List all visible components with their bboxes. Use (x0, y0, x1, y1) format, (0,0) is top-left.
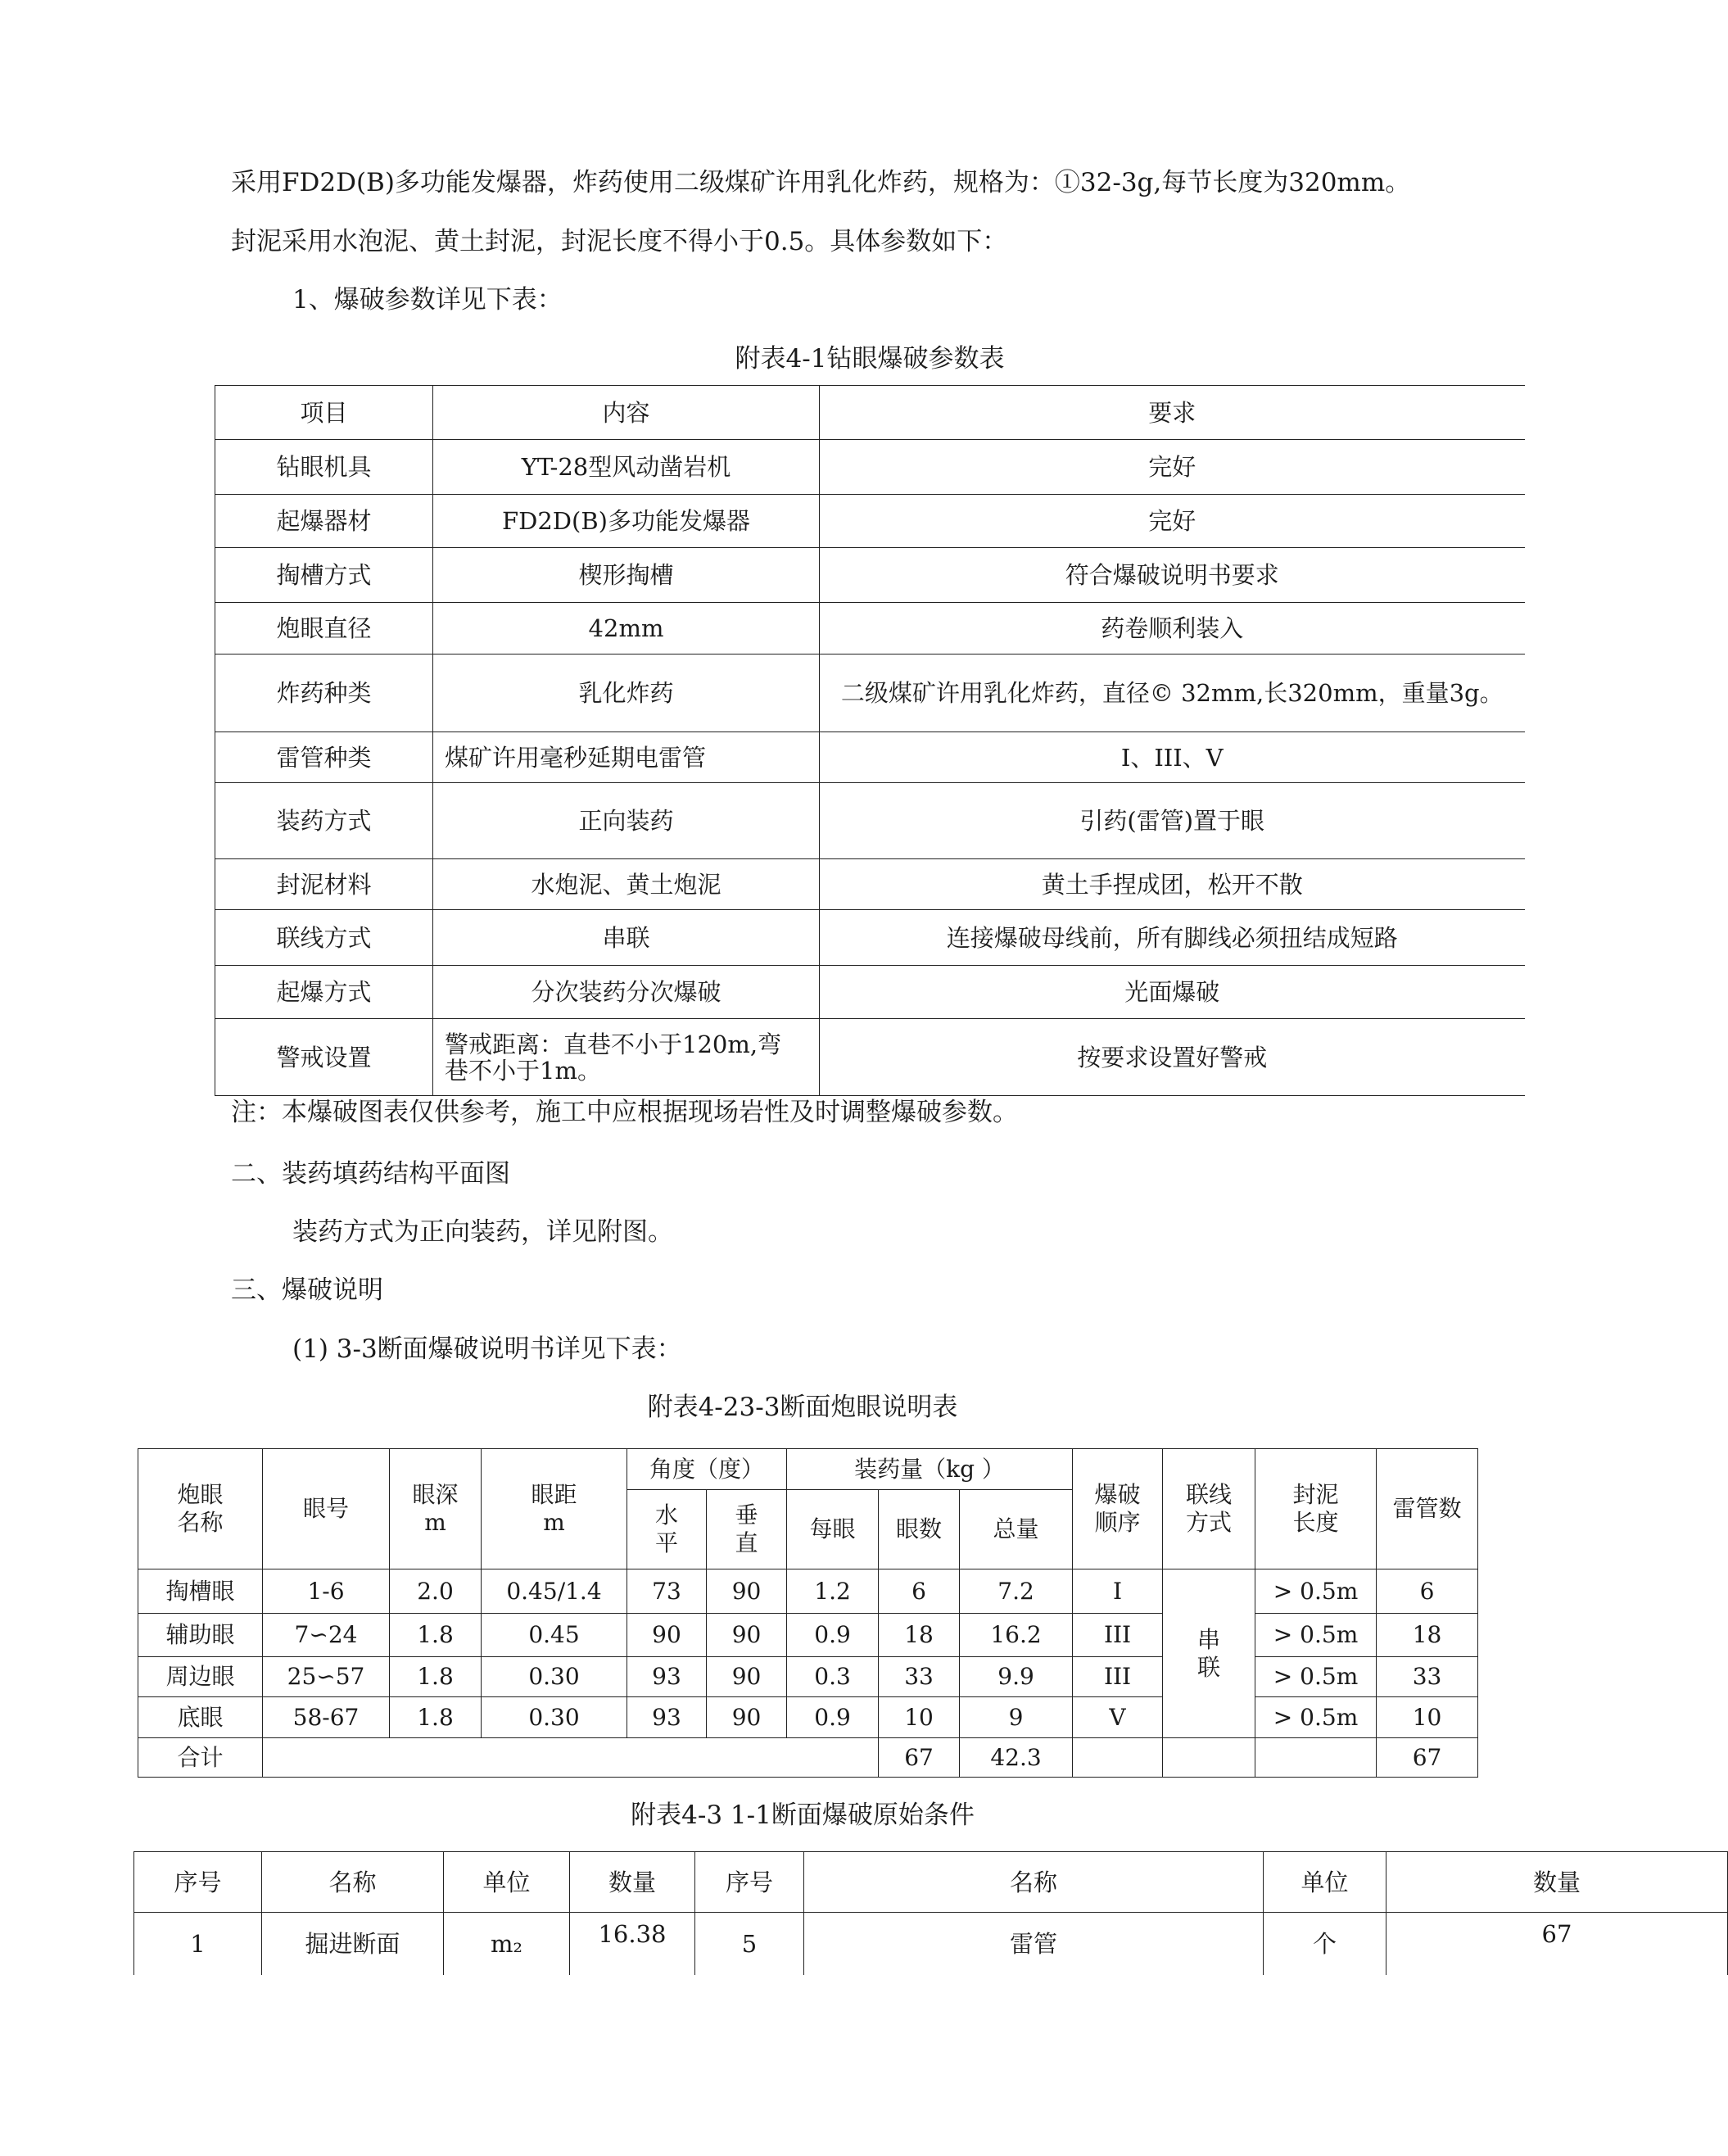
table-cell: 0.9 (787, 1697, 879, 1738)
warning-distance-line-1: 警戒距离：直巷不小于120m,弯 (445, 1030, 782, 1058)
table-cell: 1.8 (390, 1657, 482, 1697)
table-cell (1163, 1738, 1255, 1778)
section-2-heading: 二、装药填药结构平面图 (231, 1159, 510, 1189)
header-cell: 眼数 (879, 1490, 960, 1569)
header-cell: 序号 (695, 1852, 804, 1913)
table-cell: YT-28型风动凿岩机 (433, 440, 820, 495)
table-cell: 炮眼直径 (215, 603, 433, 654)
header-cell (482, 1449, 627, 1569)
table-cell: V (1073, 1697, 1163, 1738)
table-cell: 33 (1377, 1657, 1478, 1697)
header-cell: 总量 (960, 1490, 1073, 1569)
table-row (215, 859, 1525, 910)
table-row (215, 548, 1525, 603)
table-row (215, 654, 1525, 732)
header-cell (707, 1490, 787, 1569)
header-cell: 数量 (570, 1852, 695, 1913)
table-cell: 联线方式 (215, 910, 433, 966)
table-cell: > 0.5m (1255, 1614, 1377, 1657)
table-cell: 黄土手捏成团，松开不散 (820, 859, 1525, 910)
table-cell (263, 1738, 879, 1778)
table-cell: 掘进断面 (262, 1913, 444, 1975)
section-2-text: 装药方式为正向装药，详见附图。 (292, 1217, 673, 1247)
table-cell: 93 (627, 1657, 707, 1697)
table-cell: 底眼 (138, 1697, 263, 1738)
table-cell: 掏槽方式 (215, 548, 433, 603)
table-cell: 水炮泥、黄土炮泥 (433, 859, 820, 910)
table-cell: 90 (707, 1697, 787, 1738)
table-cell: 按要求设置好警戒 (820, 1019, 1525, 1096)
table-cell: 90 (707, 1569, 787, 1614)
table-cell: 25∽57 (263, 1657, 390, 1697)
intro-line-2: 封泥采用水泡泥、黄土封泥，封泥长度不得小于0.5。具体参数如下： (231, 227, 1008, 256)
table-cell: 10 (879, 1697, 960, 1738)
table1-caption: 附表4-1钻眼爆破参数表 (735, 344, 1005, 374)
table-cell: 雷管种类 (215, 732, 433, 783)
table-note: 注：本爆破图表仅供参考，施工中应根据现场岩性及时调整爆破参数。 (231, 1098, 1018, 1127)
header-cell: 雷管数 (1377, 1449, 1478, 1569)
table-cell: 90 (707, 1657, 787, 1697)
table-cell: 58-67 (263, 1697, 390, 1738)
table-cell: 周边眼 (138, 1657, 263, 1697)
table-header-row (138, 1449, 1478, 1490)
table-row (215, 1019, 1525, 1096)
table-cell: III (1073, 1614, 1163, 1657)
blast-hole-table (138, 1448, 1478, 1778)
header-cell: 单位 (444, 1852, 570, 1913)
table-header-row (215, 386, 1525, 440)
table-cell: 正向装药 (433, 783, 820, 859)
intro-line-1: 采用FD2D(B)多功能发爆器，炸药使用二级煤矿许用乳化炸药，规格为：①32-3g,每节长度为320mm。 (231, 168, 1411, 197)
table-row (215, 910, 1525, 966)
table-cell: 73 (627, 1569, 707, 1614)
table-cell: 16.38 (570, 1913, 695, 1975)
table-cell: 0.45 (482, 1614, 627, 1657)
table-cell: 引药(雷管)置于眼 (820, 783, 1525, 859)
table-cell: 1.8 (390, 1614, 482, 1657)
table-cell: 67 (879, 1738, 960, 1778)
table-cell: 连接爆破母线前，所有脚线必须扭结成短路 (820, 910, 1525, 966)
table-cell: 42.3 (960, 1738, 1073, 1778)
header-text: 炮眼 (177, 1481, 224, 1508)
table-row (138, 1614, 1478, 1657)
table-cell (1255, 1738, 1377, 1778)
table-row (138, 1569, 1478, 1614)
header-cell: 单位 (1264, 1852, 1386, 1913)
table-cell: 67 (1377, 1738, 1478, 1778)
table-cell: > 0.5m (1255, 1657, 1377, 1697)
table-cell: 0.3 (787, 1657, 879, 1697)
table-row (215, 495, 1525, 548)
table-cell (433, 1019, 820, 1096)
table-row (215, 966, 1525, 1019)
section-3-heading: 三、爆破说明 (231, 1275, 383, 1305)
table-cell: 2.0 (390, 1569, 482, 1614)
table-cell: 90 (627, 1614, 707, 1657)
table-cell: 9.9 (960, 1657, 1073, 1697)
table-cell: I (1073, 1569, 1163, 1614)
header-cell: 名称 (804, 1852, 1264, 1913)
table-cell: 7.2 (960, 1569, 1073, 1614)
table-row (215, 440, 1525, 495)
header-cell (1255, 1449, 1377, 1569)
table-cell: 合计 (138, 1738, 263, 1778)
table-cell: 1 (134, 1913, 262, 1975)
table-row (215, 603, 1525, 654)
table-cell: 1.8 (390, 1697, 482, 1738)
header-text: 眼距 (531, 1481, 577, 1508)
table-cell: 个 (1264, 1913, 1386, 1975)
table2-caption: 附表4-23-3断面炮眼说明表 (647, 1393, 958, 1422)
table-cell: 18 (879, 1614, 960, 1657)
header-cell: 装药量（kg ） (787, 1449, 1073, 1490)
table-cell: 串联 (433, 910, 820, 966)
header-cell: 每眼 (787, 1490, 879, 1569)
table-cell: 6 (1377, 1569, 1478, 1614)
header-text: m (424, 1509, 446, 1536)
table-cell: III (1073, 1657, 1163, 1697)
table-cell: 6 (879, 1569, 960, 1614)
table-cell: 封泥材料 (215, 859, 433, 910)
table-cell: 33 (879, 1657, 960, 1697)
header-cell: 数量 (1386, 1852, 1728, 1913)
header-cell (138, 1449, 263, 1569)
table-cell: 乳化炸药 (433, 654, 820, 732)
header-cell: 眼号 (263, 1449, 390, 1569)
table-cell: 5 (695, 1913, 804, 1975)
header-cell: 要求 (820, 386, 1525, 440)
table-cell: 完好 (820, 440, 1525, 495)
header-text: 封泥 (1292, 1481, 1339, 1508)
table-cell: 42mm (433, 603, 820, 654)
table-cell: 7∽24 (263, 1614, 390, 1657)
header-text: 平 (654, 1529, 678, 1556)
table-cell: 符合爆破说明书要求 (820, 548, 1525, 603)
table-cell: 90 (707, 1614, 787, 1657)
table-cell: 16.2 (960, 1614, 1073, 1657)
table-cell (1163, 1569, 1255, 1738)
table-cell: 光面爆破 (820, 966, 1525, 1019)
table-cell (1073, 1738, 1163, 1778)
table-row (134, 1913, 1728, 1975)
header-text: 爆破 (1094, 1481, 1141, 1508)
connection-text: 联 (1197, 1653, 1221, 1681)
header-cell: 内容 (433, 386, 820, 440)
table-cell: 1.2 (787, 1569, 879, 1614)
table-cell: 装药方式 (215, 783, 433, 859)
header-text: 直 (735, 1529, 758, 1556)
section-3-text: (1) 3-3断面爆破说明书详见下表： (292, 1334, 682, 1364)
table3-caption: 附表4-3 1-1断面爆破原始条件 (631, 1800, 975, 1830)
table-total-row (138, 1738, 1478, 1778)
table-cell: 1-6 (263, 1569, 390, 1614)
header-text: 长度 (1292, 1509, 1339, 1536)
table-cell: 药卷顺利装入 (820, 603, 1525, 654)
header-text: 联线 (1186, 1481, 1233, 1508)
table-cell: 楔形掏槽 (433, 548, 820, 603)
table-cell: 0.45/1.4 (482, 1569, 627, 1614)
table-cell: 二级煤矿许用乳化炸药，直径© 32mm,长320mm，重量3g。 (820, 654, 1525, 732)
table-cell: m₂ (444, 1913, 570, 1975)
header-text: 顺序 (1094, 1509, 1141, 1536)
table-cell: 分次装药分次爆破 (433, 966, 820, 1019)
header-text: 眼深 (412, 1481, 459, 1508)
table-cell: 93 (627, 1697, 707, 1738)
table-cell: > 0.5m (1255, 1697, 1377, 1738)
table-cell: 炸药种类 (215, 654, 433, 732)
header-text: 垂 (735, 1502, 758, 1529)
header-cell (627, 1490, 707, 1569)
table-cell: 0.9 (787, 1614, 879, 1657)
table-cell: 67 (1386, 1913, 1728, 1975)
table-cell: 0.30 (482, 1657, 627, 1697)
table-cell: 警戒设置 (215, 1019, 433, 1096)
table-row (215, 783, 1525, 859)
table-row (138, 1657, 1478, 1697)
table-cell: 掏槽眼 (138, 1569, 263, 1614)
table-row (215, 732, 1525, 783)
header-cell: 序号 (134, 1852, 262, 1913)
table-cell: I、III、V (820, 732, 1525, 783)
table-cell: 完好 (820, 495, 1525, 548)
header-cell: 角度（度） (627, 1449, 787, 1490)
warning-distance-line-2: 巷不小于1m。 (445, 1056, 601, 1085)
table-cell: 起爆器材 (215, 495, 433, 548)
table-cell: FD2D(B)多功能发爆器 (433, 495, 820, 548)
header-cell (1073, 1449, 1163, 1569)
header-cell (390, 1449, 482, 1569)
header-text: 水 (654, 1502, 678, 1529)
connection-text: 串 (1197, 1625, 1221, 1653)
table-cell: 煤矿许用毫秒延期电雷管 (433, 732, 820, 783)
table-cell: 雷管 (804, 1913, 1264, 1975)
table-cell: 18 (1377, 1614, 1478, 1657)
header-text: m (543, 1509, 565, 1536)
header-cell: 项目 (215, 386, 433, 440)
table-cell: 起爆方式 (215, 966, 433, 1019)
original-conditions-table (133, 1851, 1728, 1975)
header-text: 方式 (1186, 1509, 1233, 1536)
table-cell: > 0.5m (1255, 1569, 1377, 1614)
header-cell: 名称 (262, 1852, 444, 1913)
header-text: 名称 (177, 1509, 224, 1536)
table-cell: 10 (1377, 1697, 1478, 1738)
table-cell: 0.30 (482, 1697, 627, 1738)
header-cell (1163, 1449, 1255, 1569)
table-cell: 辅助眼 (138, 1614, 263, 1657)
table-cell: 钻眼机具 (215, 440, 433, 495)
table-cell: 9 (960, 1697, 1073, 1738)
blasting-parameter-table (215, 385, 1525, 1096)
table-header-row (134, 1852, 1728, 1913)
intro-line-3: 1、爆破参数详见下表： (292, 285, 563, 315)
table-row (138, 1697, 1478, 1738)
